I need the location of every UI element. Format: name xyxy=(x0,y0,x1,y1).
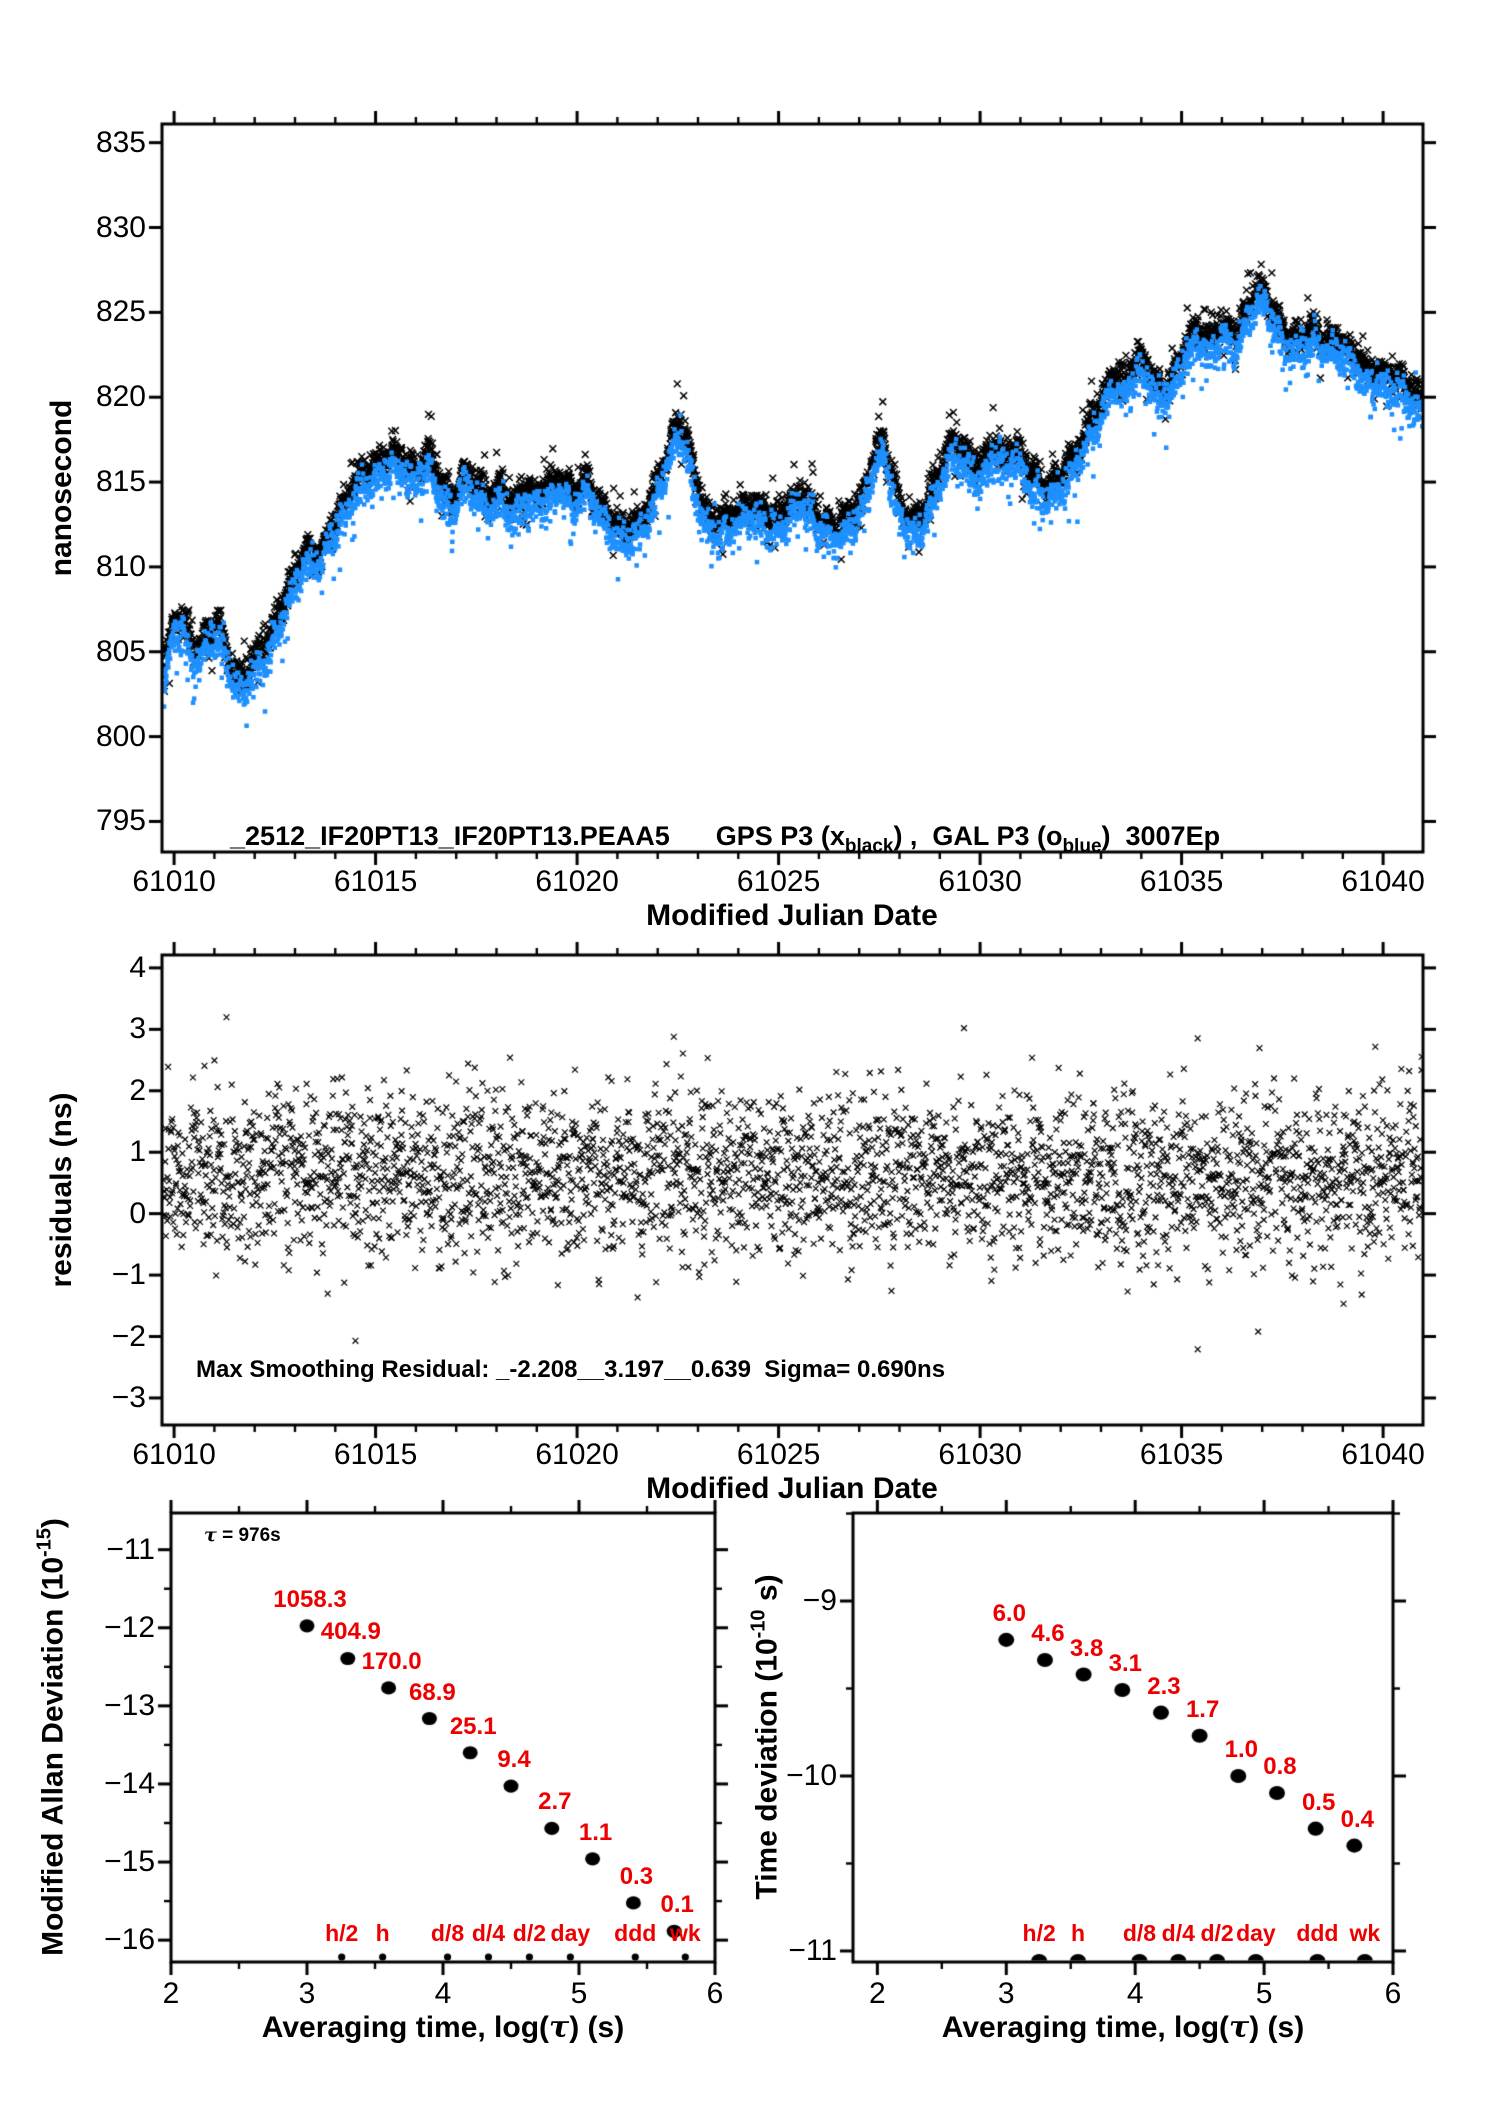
y-tick-label: 820 xyxy=(95,380,146,414)
tdev-value-label: 2.3 xyxy=(1147,1672,1181,1700)
y-tick-label: 815 xyxy=(95,465,146,499)
y-tick-label: 825 xyxy=(95,295,146,329)
averaging-interval-label: d/2 xyxy=(1200,1920,1234,1946)
mdev-y-title-close: ) xyxy=(36,1518,70,1529)
x-tick-label: 61010 xyxy=(132,865,216,898)
y-tick-label: −1 xyxy=(111,1258,146,1292)
tau-symbol: τ xyxy=(204,1524,217,1546)
tdev-y-title-close: s) xyxy=(750,1574,784,1610)
gps-series-label: GPS P3 (x xyxy=(715,821,845,851)
x-tick-label: 2 xyxy=(162,1977,180,2010)
x-tick-label: 61030 xyxy=(938,1438,1022,1471)
y-tick-label: 835 xyxy=(95,125,146,159)
averaging-interval-label: d/8 xyxy=(1122,1920,1157,1946)
tdev-y-title-exponent: -10 xyxy=(747,1609,770,1639)
x-tick-label: 3 xyxy=(298,1977,316,2010)
y-tick-label: −11 xyxy=(788,1933,837,1967)
y-tick-label: 4 xyxy=(129,950,146,984)
averaging-interval-label: day xyxy=(1236,1920,1276,1946)
dataset-id: _2512_IF20PT13_IF20PT13.PEAA5 xyxy=(230,821,670,851)
x-tick-label: 5 xyxy=(570,1977,588,2010)
x-tick-label: 61020 xyxy=(535,1438,619,1471)
averaging-interval-label: h/2 xyxy=(1022,1920,1056,1946)
y-tick-label: −15 xyxy=(104,1845,155,1879)
mdev-value-label: 25.1 xyxy=(449,1712,497,1740)
y-tick-label: 805 xyxy=(95,634,146,668)
x-tick-label: 4 xyxy=(1126,1977,1144,2010)
tdev-x-title-close: ) (s) xyxy=(1249,2011,1305,2044)
y-tick-label: 2 xyxy=(129,1073,146,1107)
y-tick-label: 1 xyxy=(129,1135,146,1169)
mdev-y-title-exponent: -15 xyxy=(33,1528,56,1557)
mdev-value-label: 170.0 xyxy=(361,1647,422,1675)
tdev-value-label: 0.4 xyxy=(1340,1805,1374,1833)
top-y-axis-title: nanosecond xyxy=(45,399,78,577)
gal-series-sub: blue xyxy=(1062,836,1102,857)
mdev-value-label: 9.4 xyxy=(497,1746,531,1774)
x-tick-label: 61040 xyxy=(1341,865,1425,898)
mdev-value-label: 0.3 xyxy=(619,1862,654,1890)
tdev-value-label: 0.5 xyxy=(1301,1788,1336,1816)
x-tick-label: 6 xyxy=(706,1977,724,2010)
y-tick-label: −2 xyxy=(111,1319,146,1353)
mdev-value-label: 1058.3 xyxy=(273,1585,347,1613)
x-tick-label: 4 xyxy=(434,1977,452,2010)
mdev-value-label: 404.9 xyxy=(320,1618,381,1646)
x-tick-label: 61030 xyxy=(938,865,1022,898)
y-tick-label: −13 xyxy=(104,1688,155,1722)
residuals-x-axis-title: Modified Julian Date xyxy=(646,1472,938,1505)
mdev-x-title-close: ) (s) xyxy=(569,2011,625,2044)
averaging-interval-label: wk xyxy=(669,1920,701,1946)
averaging-interval-label: ddd xyxy=(614,1920,657,1946)
averaging-interval-label: d/4 xyxy=(1161,1920,1195,1946)
y-tick-label: 810 xyxy=(95,549,146,583)
tdev-value-label: 1.0 xyxy=(1224,1735,1258,1763)
x-tick-label: 61025 xyxy=(736,1438,821,1471)
mdev-value-label: 68.9 xyxy=(409,1678,456,1706)
mdev-y-axis-title xyxy=(34,1518,71,1956)
averaging-interval-label: h/2 xyxy=(325,1920,359,1946)
x-tick-label: 61015 xyxy=(333,865,418,898)
tdev-value-label: 6.0 xyxy=(992,1599,1026,1627)
tdev-y-title-text: Time deviation (10 xyxy=(750,1638,784,1900)
x-tick-label: 61010 xyxy=(132,1438,216,1471)
station-code: ) 3007Ep xyxy=(1101,821,1221,851)
tau-annotation xyxy=(204,1524,281,1547)
y-tick-label: −11 xyxy=(106,1532,155,1566)
y-tick-label: −3 xyxy=(111,1380,146,1414)
tdev-x-title-text: Averaging time, log( xyxy=(941,2011,1230,2044)
y-tick-label: 3 xyxy=(129,1012,146,1046)
tdev-x-axis-title xyxy=(942,2010,1304,2045)
averaging-interval-label: ddd xyxy=(1296,1920,1339,1946)
y-tick-label: −16 xyxy=(104,1923,155,1957)
y-tick-label: 800 xyxy=(95,719,146,753)
x-tick-label: 2 xyxy=(869,1977,886,2010)
tdev-y-axis-title xyxy=(748,1574,785,1899)
tdev-value-label: 3.8 xyxy=(1069,1634,1104,1662)
tdev-value-label: 0.8 xyxy=(1263,1752,1297,1780)
y-tick-label: −10 xyxy=(786,1758,837,1792)
tau-symbol: τ xyxy=(1229,2010,1250,2045)
averaging-interval-label: d/4 xyxy=(471,1920,506,1946)
tau-value: = 976s xyxy=(216,1525,281,1546)
mdev-x-title-text: Averaging time, log( xyxy=(261,2011,550,2044)
averaging-interval-label: d/8 xyxy=(430,1920,465,1946)
y-tick-label: 830 xyxy=(95,210,146,244)
y-tick-label: 0 xyxy=(129,1196,146,1230)
mdev-value-label: 1.1 xyxy=(578,1818,613,1846)
max-smoothing-residual-annotation: Max Smoothing Residual: _-2.208__3.197__0.639 Sigma= 0.690ns xyxy=(196,1356,946,1383)
x-tick-label: 61020 xyxy=(535,865,619,898)
y-tick-label: −14 xyxy=(104,1766,155,1800)
mdev-y-title-text: Modified Allan Deviation (10 xyxy=(36,1556,70,1956)
mdev-value-label: 0.1 xyxy=(660,1891,694,1919)
tdev-value-label: 1.7 xyxy=(1185,1695,1220,1723)
x-tick-label: 61015 xyxy=(333,1438,418,1471)
averaging-interval-label: d/2 xyxy=(512,1920,547,1946)
x-tick-label: 61040 xyxy=(1341,1438,1425,1471)
tdev-value-label: 4.6 xyxy=(1031,1619,1065,1647)
y-tick-label: 795 xyxy=(95,804,146,838)
averaging-interval-label: h xyxy=(375,1920,390,1946)
y-tick-label: −9 xyxy=(802,1584,837,1617)
series-separator: ) , GAL P3 (o xyxy=(893,821,1063,851)
x-tick-label: 3 xyxy=(997,1977,1015,2010)
x-tick-label: 61035 xyxy=(1139,1438,1224,1471)
x-tick-label: 61025 xyxy=(736,865,821,898)
x-tick-label: 61035 xyxy=(1139,865,1224,898)
x-tick-label: 5 xyxy=(1255,1977,1273,2010)
top-x-axis-title: Modified Julian Date xyxy=(646,899,938,932)
mdev-value-label: 2.7 xyxy=(538,1788,572,1816)
averaging-interval-label: h xyxy=(1070,1920,1086,1946)
residuals-y-axis-title: residuals (ns) xyxy=(45,1092,78,1288)
y-tick-label: −12 xyxy=(104,1610,155,1644)
mdev-x-axis-title xyxy=(262,2010,624,2045)
tdev-value-label: 3.1 xyxy=(1108,1650,1142,1678)
tau-symbol: τ xyxy=(549,2010,570,2045)
averaging-interval-label: day xyxy=(550,1920,591,1946)
averaging-interval-label: wk xyxy=(1349,1920,1381,1946)
gps-series-sub: black xyxy=(844,836,894,857)
x-tick-label: 6 xyxy=(1384,1977,1402,2010)
